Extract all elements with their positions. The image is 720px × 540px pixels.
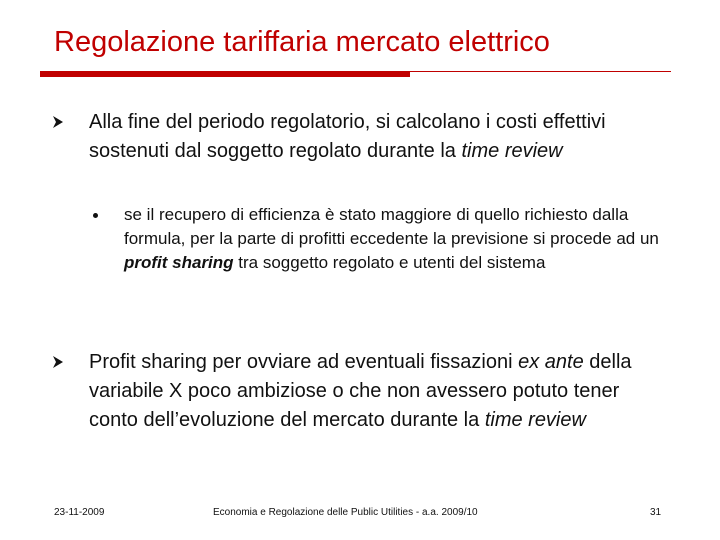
sub-bullet-1: [124, 203, 664, 275]
footer-course: Economia e Regolazione delle Public Utilities - a.a. 2009/10: [213, 507, 478, 518]
sub-bullet-text-before: se il recupero di efficienza è stato maggiore di quello richiesto dalla formula, per la parte di profitti eccedente la previsione si procede ad un: [124, 205, 659, 248]
bullet-1-italic: time review: [461, 140, 563, 162]
bullet-2-italic-2: time review: [484, 409, 586, 431]
bullet-2-italic-1: ex ante: [518, 351, 584, 373]
dot-bullet-icon: [93, 213, 98, 218]
sub-bullet-bold-italic: profit sharing: [124, 253, 234, 272]
bullet-2: [89, 348, 649, 435]
bullet-2-text-mid: della variabile X poco ambiziose o che non avessero potuto tener conto dell’evoluzione del mercato durante la: [89, 351, 632, 431]
slide-title: Regolazione tariffaria mercato elettrico: [54, 26, 550, 58]
title-underline-thick: [40, 71, 410, 77]
arrow-bullet-icon: [53, 116, 63, 128]
footer-page-number: 31: [650, 507, 662, 518]
bullet-1-text: Alla fine del periodo regolatorio, si calcolano i costi effettivi sostenuti dal soggetto regolato durante la: [89, 111, 606, 162]
footer-date: 23-11-2009: [54, 507, 105, 518]
bullet-1: [89, 108, 649, 166]
title-underline-thin: [410, 71, 671, 72]
arrow-bullet-icon: [53, 356, 63, 368]
sub-bullet-text-after: tra soggetto regolato e utenti del sistema: [233, 253, 546, 272]
bullet-2-text-before: Profit sharing per ovviare ad eventuali fissazioni: [89, 351, 519, 373]
